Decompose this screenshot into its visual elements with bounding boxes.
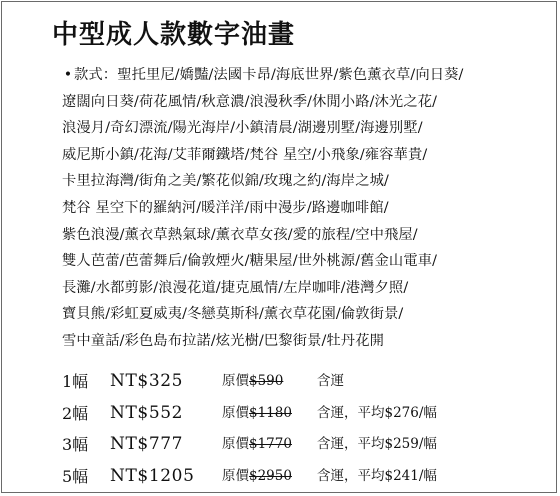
page-title: 中型成人款數字油畫 [52,20,296,50]
style-line: 寶貝熊/彩虹夏威夷/冬戀莫斯科/薰衣草花園/倫敦街景/ [62,306,404,323]
style-list [62,62,532,355]
original-price-value: $2950 [249,467,292,484]
style-line: 卡里拉海灣/街角之美/繁花似錦/玫瑰之約/海岸之城/ [62,173,389,190]
style-line: 威尼斯小鎮/花海/艾菲爾鐵塔/梵谷 星空/小飛象/雍容華貴/ [62,146,428,163]
price-note: 含運，平均$259/幅 [317,436,437,452]
price-quantity: 3幅 [62,435,89,454]
original-price-value: $590 [249,373,284,389]
style-line: 雪中童話/彩色島布拉諾/炫光樹/巴黎街景/牡丹花開 [62,332,384,349]
price-note: 含運 [317,373,344,389]
sale-price: NT$325 [110,371,184,391]
original-price-label: 原價 [222,436,249,452]
original-price-value: $1180 [249,404,292,421]
style-line [62,62,532,89]
original-price-label: 原價 [222,373,249,389]
sale-price: NT$1205 [110,465,195,486]
sale-price: NT$777 [110,434,184,454]
price-quantity: 1幅 [62,372,89,391]
price-note: 含運，平均$241/幅 [317,467,437,484]
style-line: 遼闊向日葵/荷花風情/秋意濃/浪漫秋季/休閒小路/沐光之花/ [62,93,438,110]
style-line: 梵谷 星空下的羅納河/暖洋洋/雨中漫步/路邊咖啡館/ [62,199,389,216]
original-price [222,461,292,493]
style-line: 雙人芭蕾/芭蕾舞后/倫敦煙火/糖果屋/世外桃源/舊金山電車/ [62,253,438,270]
bullet-icon: • [63,67,73,83]
price-quantity: 5幅 [62,466,89,486]
sale-price: NT$552 [110,402,184,423]
price-row [62,398,532,430]
original-price [222,429,292,461]
price-note: 含運，平均$276/幅 [317,404,437,421]
price-quantity: 2幅 [62,403,89,423]
price-row [62,461,532,493]
original-price-value: $1770 [249,436,292,452]
original-price [222,398,292,430]
original-price-label: 原價 [222,404,249,421]
price-row [62,366,532,398]
original-price-label: 原價 [222,467,249,484]
style-line: 長灘/水都剪影/浪漫花道/捷克風情/左岸咖啡/港灣夕照/ [62,279,409,296]
price-table [62,366,532,492]
style-line-text: 款式：聖托里尼/嬌豔/法國卡昂/海底世界/紫色薰衣草/向日葵/ [74,67,464,83]
price-row [62,429,532,461]
original-price [222,366,283,398]
style-line: 紫色浪漫/薰衣草熱氣球/薰衣草女孩/愛的旅程/空中飛屋/ [62,226,418,243]
style-line: 浪漫月/奇幻漂流/陽光海岸/小鎮清晨/湖邊別墅/海邊別墅/ [62,120,423,137]
